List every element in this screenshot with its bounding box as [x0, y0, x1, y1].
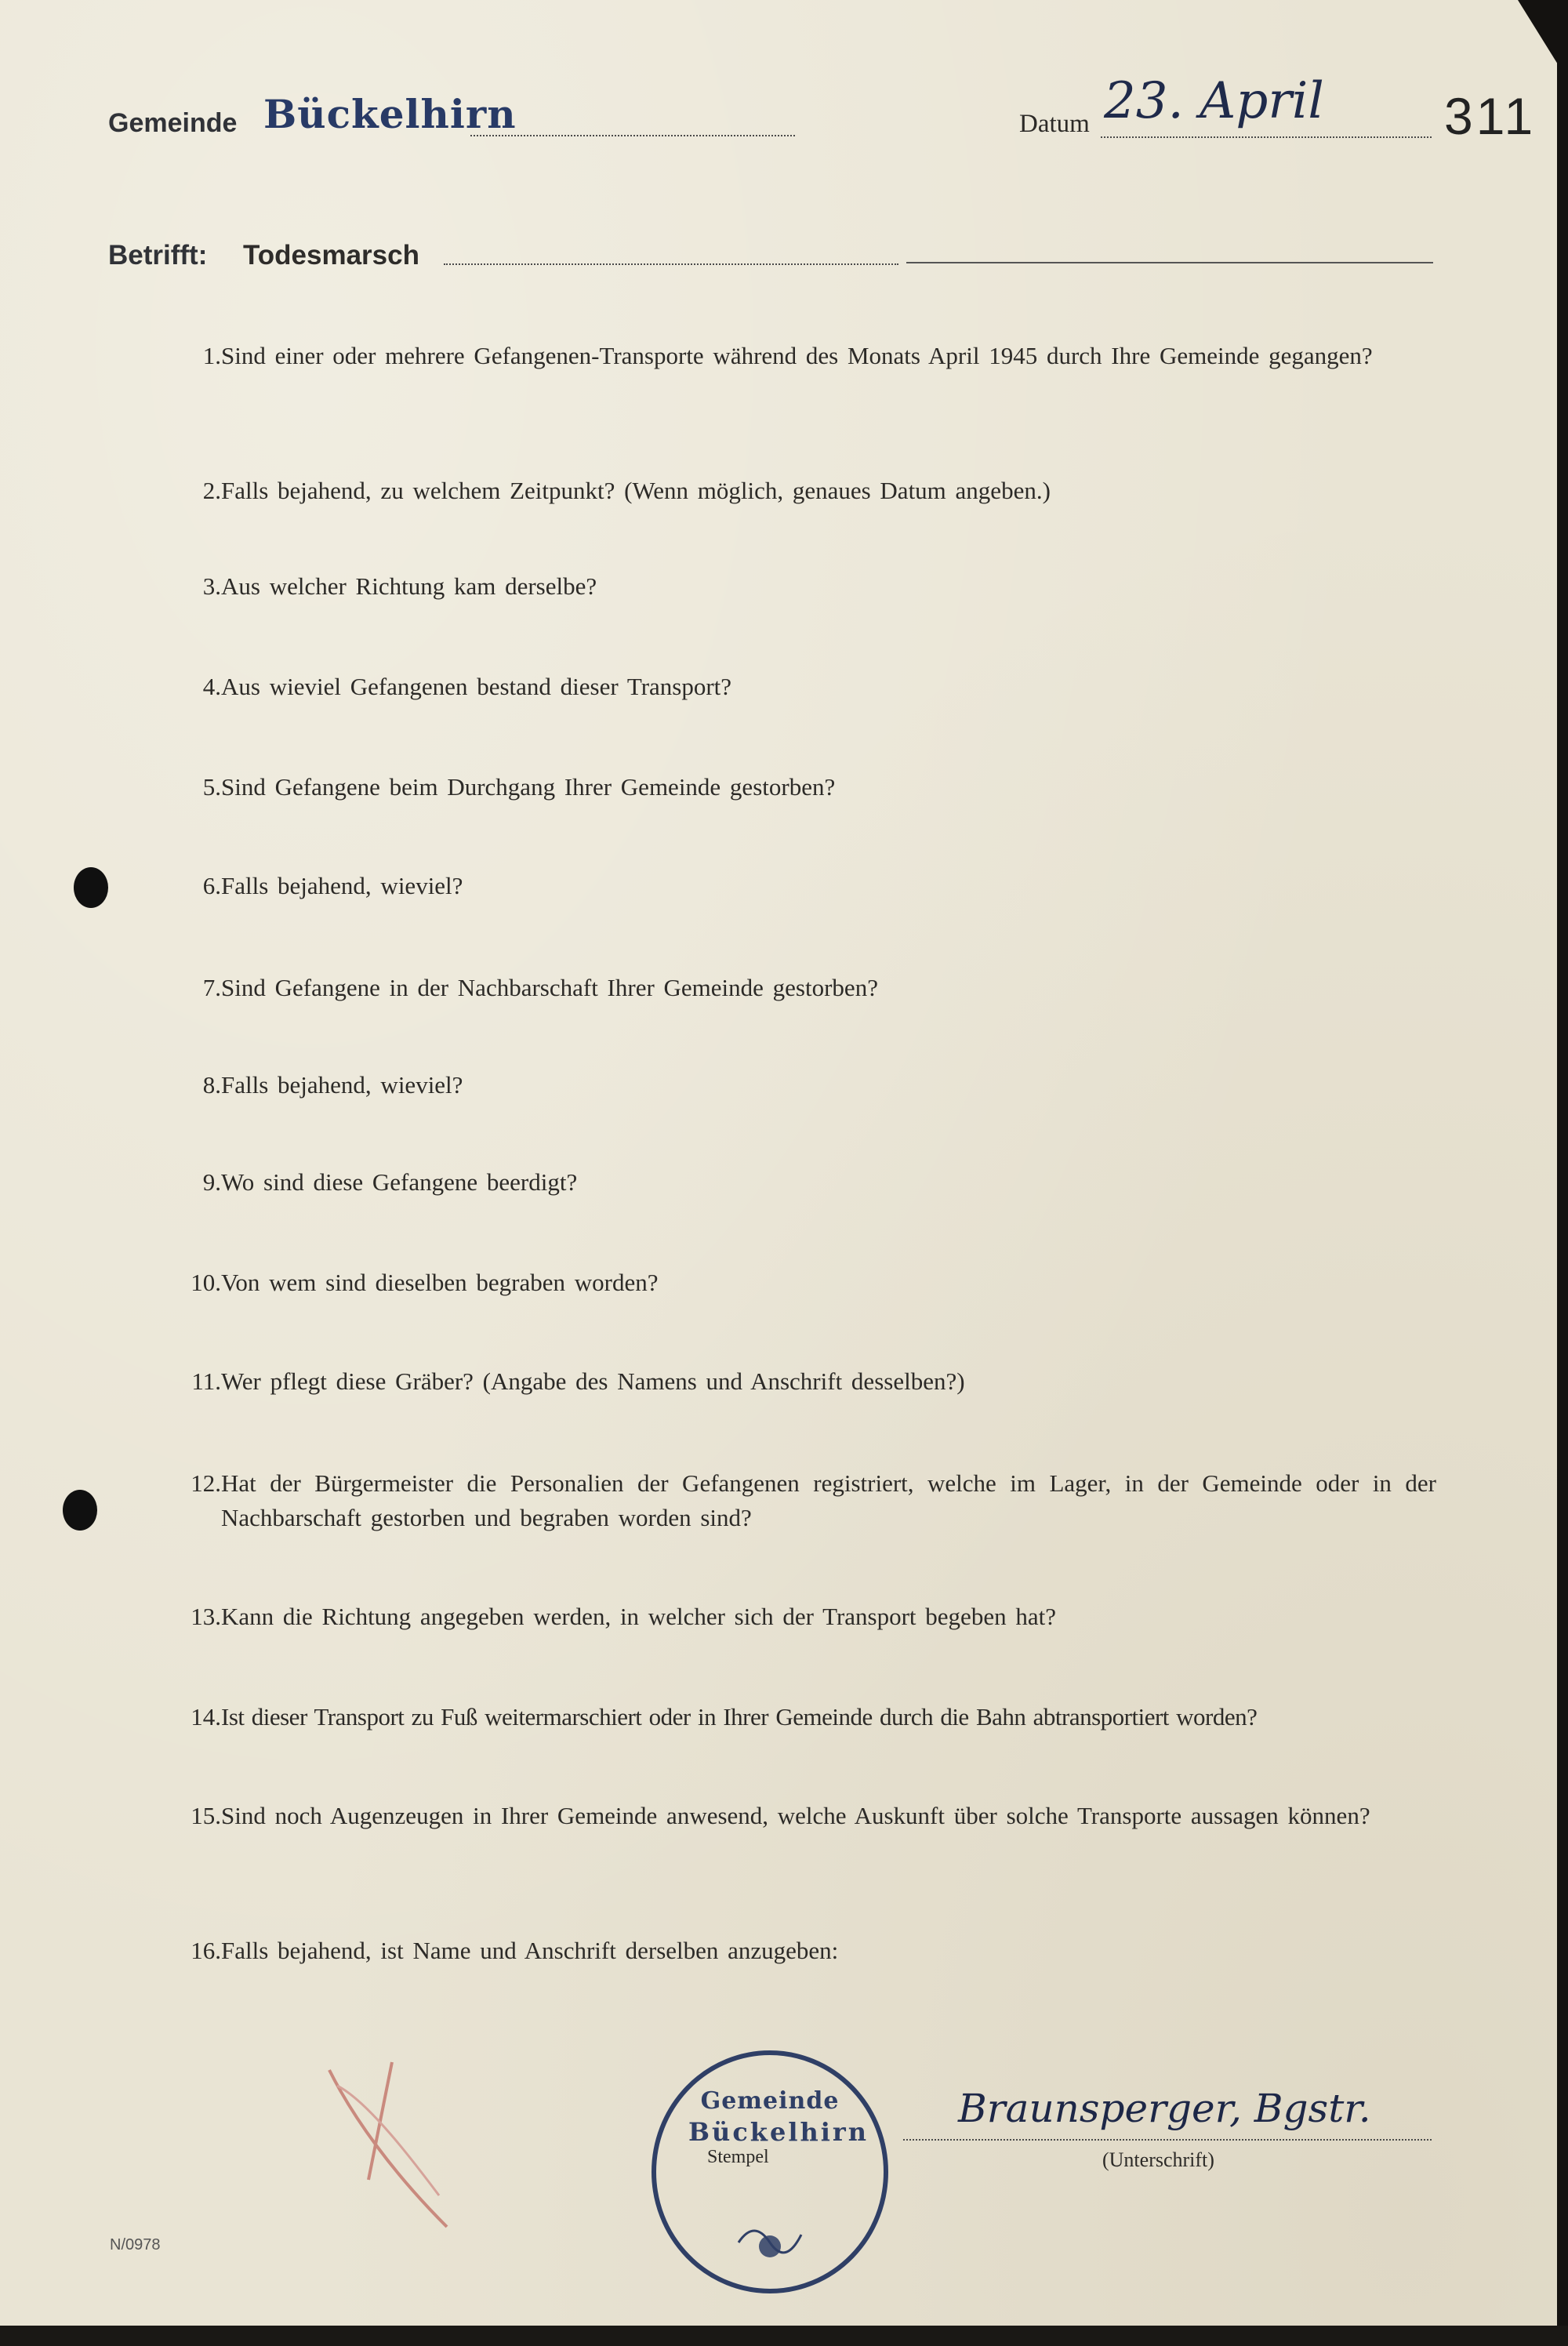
question-15: [182, 1799, 1436, 1833]
question-4: [182, 670, 1436, 704]
question-10: [182, 1266, 1436, 1300]
question-text: Ist dieser Transport zu Fuß weitermarschiert oder in Ihrer Gemeinde durch die Bahn abtransportiert worden?: [221, 1703, 1258, 1730]
question-text: Falls bejahend, wieviel?: [221, 1071, 463, 1099]
signature-dotted-line: [903, 2139, 1432, 2141]
signature-handwriting: Braunsperger, Bgstr.: [958, 2086, 1371, 2131]
question-number: 10.: [191, 1269, 221, 1296]
question-number: 6.: [202, 872, 221, 899]
question-text: Sind Gefangene in der Nachbarschaft Ihrer Gemeinde gestorben?: [221, 974, 878, 1001]
question-number: 9.: [202, 1168, 221, 1196]
question-number: 7.: [202, 974, 221, 1001]
question-14: [182, 1700, 1436, 1734]
archive-code: N/0978: [110, 2236, 161, 2253]
question-number: 13.: [191, 1603, 221, 1630]
question-9: [182, 1165, 1436, 1200]
question-number: 4.: [202, 673, 221, 700]
question-number: 16.: [191, 1937, 221, 1964]
punch-hole-upper: [74, 867, 108, 908]
red-pencil-mark: [321, 2054, 478, 2235]
question-1: [182, 339, 1436, 373]
question-number: 2.: [202, 477, 221, 504]
stamp-circle: [644, 2046, 895, 2297]
question-11: [182, 1364, 1436, 1399]
question-text: Aus welcher Richtung kam derselbe?: [221, 572, 597, 600]
question-text: Sind noch Augenzeugen in Ihrer Gemeinde anwesend, welche Auskunft über solche Transporte aussagen können?: [221, 1802, 1370, 1829]
datum-label: Datum: [1019, 110, 1090, 138]
punch-hole-lower: [63, 1490, 97, 1531]
question-text: Kann die Richtung angegeben werden, in welcher sich der Transport begeben hat?: [221, 1603, 1056, 1630]
question-text: Falls bejahend, ist Name und Anschrift derselben anzugeben:: [221, 1937, 839, 1964]
question-2: [182, 474, 1436, 508]
question-13: [182, 1600, 1436, 1634]
question-number: 14.: [191, 1703, 221, 1730]
datum-handwritten-value: 23. April: [1104, 72, 1324, 130]
question-number: 1.: [202, 342, 221, 369]
question-text: Sind einer oder mehrere Gefangenen-Transporte während des Monats April 1945 durch Ihre Gemeinde gegangen?: [221, 342, 1373, 369]
pencil-stroke: [337, 2086, 439, 2195]
betrifft-dotted-line-1: [444, 263, 898, 265]
question-text: Aus wieviel Gefangenen bestand dieser Transport?: [221, 673, 732, 700]
question-number: 12.: [191, 1469, 221, 1497]
question-text: Wo sind diese Gefangene beerdigt?: [221, 1168, 578, 1196]
question-text: Hat der Bürgermeister die Personalien der Gefangenen registriert, welche im Lager, in der Gemeinde oder in der Nachbarschaft gestorben und begraben worden sind?: [221, 1469, 1436, 1531]
question-number: 5.: [202, 773, 221, 801]
municipal-stamp: [644, 2046, 895, 2297]
scan-edge-right: [1557, 0, 1568, 2346]
question-6: [182, 869, 1436, 903]
gemeinde-label: Gemeinde: [108, 108, 238, 138]
question-number: 11.: [191, 1367, 221, 1395]
question-12: [182, 1466, 1436, 1535]
question-number: 8.: [202, 1071, 221, 1099]
stamp-caption: Stempel: [707, 2147, 769, 2167]
betrifft-value: Todesmarsch: [243, 240, 419, 271]
question-7: [182, 971, 1436, 1005]
question-16: [182, 1934, 1436, 1968]
question-text: Sind Gefangene beim Durchgang Ihrer Gemeinde gestorben?: [221, 773, 836, 801]
question-5: [182, 770, 1436, 804]
gemeinde-dotted-line: [470, 135, 795, 136]
question-number: 15.: [191, 1802, 221, 1829]
question-text: Falls bejahend, wieviel?: [221, 872, 463, 899]
page-number: 311: [1444, 87, 1537, 145]
pencil-stroke: [329, 2070, 447, 2227]
question-text: Falls bejahend, zu welchem Zeitpunkt? (Wenn möglich, genaues Datum angeben.): [221, 477, 1051, 504]
stamp-line-gemeinde: Gemeinde: [700, 2087, 840, 2115]
question-8: [182, 1068, 1436, 1102]
question-number: 3.: [202, 572, 221, 600]
signature-caption: (Unterschrift): [1102, 2148, 1214, 2171]
gemeinde-stamp-value: Bückelhirn: [263, 91, 517, 137]
stamp-line-town: Bückelhirn: [688, 2117, 869, 2147]
question-3: [182, 569, 1436, 604]
question-text: Von wem sind dieselben begraben worden?: [221, 1269, 659, 1296]
question-text: Wer pflegt diese Gräber? (Angabe des Namens und Anschrift desselben?): [221, 1367, 965, 1395]
betrifft-label: Betrifft:: [108, 240, 208, 271]
betrifft-underline: [906, 262, 1433, 263]
scan-edge-bottom: [0, 2326, 1568, 2346]
datum-dotted-line: [1101, 136, 1432, 138]
